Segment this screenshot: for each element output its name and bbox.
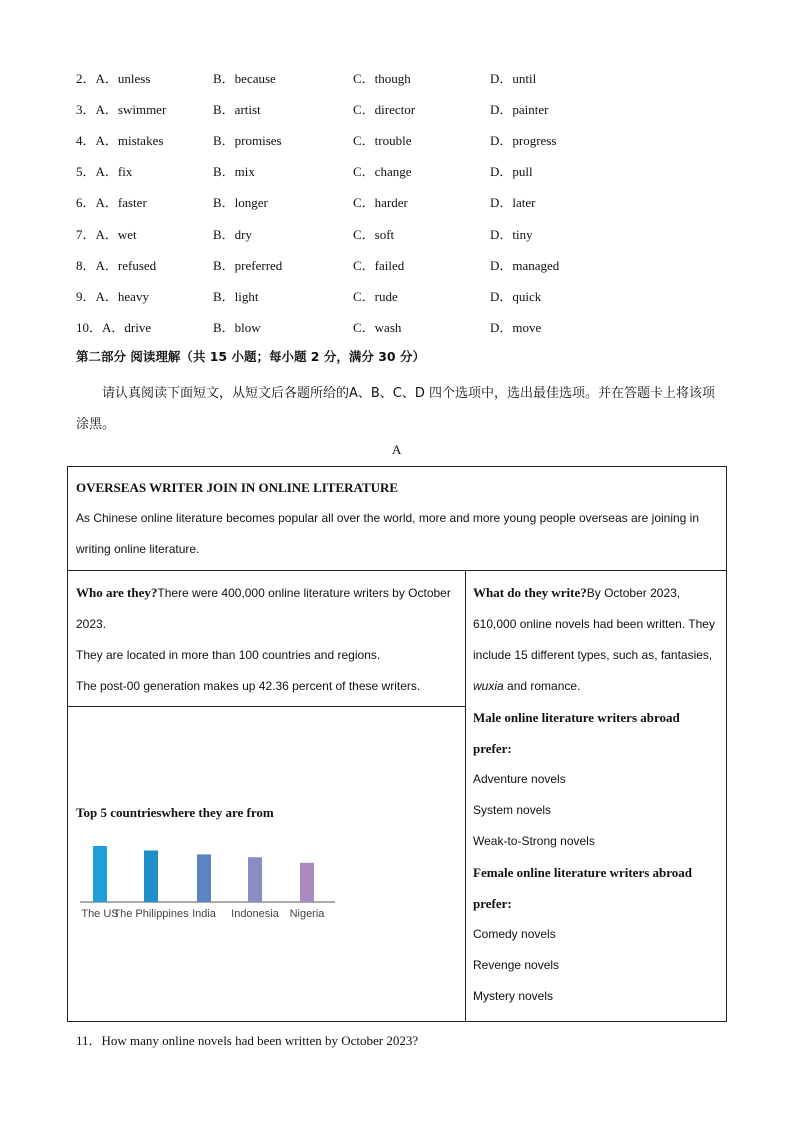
option-b: B．blow	[213, 319, 261, 335]
option-b: B．preferred	[213, 257, 283, 273]
what-section	[473, 577, 718, 702]
passage-letter: A	[392, 442, 402, 457]
option-a	[76, 286, 149, 305]
option-a	[76, 192, 147, 211]
divider-horizontal	[67, 570, 727, 571]
question-number: 3．	[76, 102, 96, 118]
female-item: Comedy novels	[473, 927, 556, 941]
chart-bar	[93, 846, 107, 902]
option-b: B．because	[213, 71, 276, 86]
option-b: B．artist	[213, 102, 261, 118]
question-number: 4．	[76, 133, 96, 149]
question-number: 2．	[76, 71, 96, 86]
option-a-text: A．refused	[95, 257, 157, 273]
female-item: Mystery novels	[473, 989, 554, 1003]
who-section	[76, 577, 456, 702]
male-item: Weak-to-Strong novels	[473, 834, 595, 848]
option-b: B．dry	[213, 226, 253, 242]
option-d: D．later	[490, 195, 536, 211]
option-a	[76, 161, 132, 180]
countries-bar-chart	[80, 830, 340, 930]
option-c: C．soft	[353, 226, 395, 242]
what-italic: wuxia	[473, 679, 504, 693]
option-d: D．pull	[490, 164, 533, 180]
question-number: 6．	[76, 195, 96, 211]
chart-category-label: India	[192, 908, 216, 920]
chart-bar	[197, 854, 211, 902]
option-d: D．painter	[490, 102, 549, 118]
who-line2: They are located in more than 100 countries and regions.	[76, 648, 381, 662]
option-c: C．though	[353, 71, 411, 86]
question-number: 5．	[76, 164, 96, 180]
option-a-text: A．swimmer	[95, 102, 167, 118]
option-c: C．harder	[353, 195, 408, 211]
option-row	[76, 192, 716, 212]
option-a	[76, 130, 163, 149]
chart-bar	[300, 863, 314, 902]
question-number: 7．	[76, 226, 96, 242]
male-heading: Male online literature writers abroad prefer:	[473, 710, 680, 756]
option-a-text: A．wet	[95, 226, 137, 242]
option-c: C．change	[353, 164, 412, 180]
option-d: D．tiny	[490, 226, 533, 242]
female-heading: Female online literature writers abroad prefer:	[473, 865, 693, 911]
chart-category-label: Indonesia	[231, 908, 279, 920]
divider-left-mid	[67, 706, 465, 707]
option-a	[76, 68, 150, 87]
option-c: C．failed	[353, 257, 405, 273]
option-row	[76, 99, 716, 119]
who-heading: Who are they?	[76, 585, 158, 600]
who-line3: The post-00 generation makes up 42.36 percent of these writers.	[76, 679, 421, 693]
what-line2a: They include 15 different types, such as, fantasies,	[473, 617, 715, 662]
female-item: Revenge novels	[473, 958, 560, 972]
option-row	[76, 286, 716, 306]
question-number: 9．	[76, 288, 96, 304]
divider-vertical	[465, 570, 466, 1022]
chart-bar	[144, 850, 158, 902]
option-c: C．rude	[353, 288, 398, 304]
option-c: C．trouble	[353, 133, 412, 149]
option-d: D．managed	[490, 257, 560, 273]
chart-category-label: The US	[81, 908, 119, 920]
option-a	[76, 317, 151, 336]
question-11: 11．How many online novels had been written by October 2023?	[76, 1033, 419, 1048]
option-row	[76, 255, 716, 275]
prefer-section	[473, 702, 718, 1012]
question-number: 10．	[76, 319, 103, 335]
chart-category-label: The Philippines	[113, 908, 189, 920]
option-a-text: A．fix	[95, 164, 133, 180]
option-a	[76, 224, 137, 243]
box-intro: As Chinese online literature becomes popular all over the world, more and more young people overseas are joining in writing online literature.	[76, 511, 700, 556]
option-row	[76, 161, 716, 181]
chart-category-label: Nigeria	[289, 908, 325, 920]
option-a-text: A．faster	[95, 195, 147, 211]
instruction: 请认真阅读下面短文，从短文后各题所给的A、B、C、D 四个选项中，选出最佳选项。并在答题卡上将该项涂黑。	[76, 386, 716, 432]
chart-bar	[248, 857, 262, 902]
option-b: B．mix	[213, 164, 255, 180]
what-heading: What do they write?	[473, 585, 587, 600]
box-title: OVERSEAS WRITER JOIN IN ONLINE LITERATURE	[76, 480, 399, 495]
male-item: Adventure novels	[473, 772, 566, 786]
option-row	[76, 130, 716, 150]
option-a	[76, 255, 156, 274]
option-c: C．wash	[353, 319, 402, 335]
option-a-text: A．unless	[95, 71, 151, 86]
option-a	[76, 99, 166, 118]
chart-title: Top 5 countrieswhere they are from	[76, 805, 274, 820]
option-b: B．light	[213, 288, 259, 304]
option-d: D．progress	[490, 133, 557, 149]
option-row	[76, 224, 716, 244]
option-a-text: A．mistakes	[95, 133, 164, 149]
option-d: D．move	[490, 319, 542, 335]
who-line1: There were 400,000 online literature writers by October 2023.	[76, 586, 451, 631]
option-b: B．promises	[213, 133, 282, 149]
section-heading: 第二部分 阅读理解（共 15 小题；每小题 2 分，满分 30 分）	[76, 349, 425, 364]
option-b: B．longer	[213, 195, 268, 211]
option-d: D．until	[490, 71, 537, 86]
option-row	[76, 317, 716, 337]
what-line1: By October 2023, 610,000 online novels had been written.	[473, 586, 686, 631]
option-row	[76, 68, 716, 88]
option-a-text: A．heavy	[95, 288, 149, 304]
option-c: C．director	[353, 102, 416, 118]
what-line2b: and romance.	[503, 679, 581, 693]
option-a-text: A．drive	[102, 319, 152, 335]
option-d: D．quick	[490, 288, 542, 304]
male-item: System novels	[473, 803, 552, 817]
question-number: 8．	[76, 257, 96, 273]
